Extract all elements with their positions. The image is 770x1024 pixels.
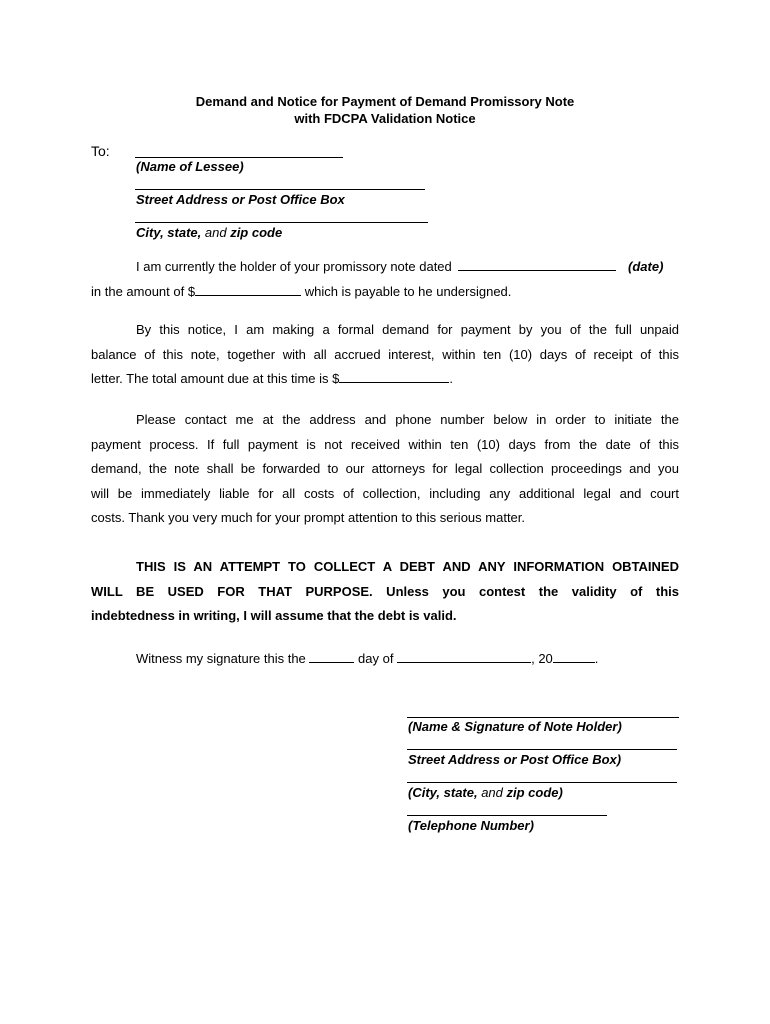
witness-day-blank [309, 650, 354, 663]
holder-signature-line [407, 717, 679, 718]
document-title-line2: with FDCPA Validation Notice [294, 111, 476, 126]
paragraph-3 [91, 408, 679, 531]
paragraph-1-line-2: in the amount of $ which is payable to he undersigned. [91, 284, 512, 299]
fdcpa-notice [91, 555, 679, 629]
note-date-blank [458, 258, 616, 271]
to-label: To: [91, 143, 110, 159]
paragraph-3-line-4: will be immediately liable for all costs of collection, including any additional legal and court [91, 485, 679, 501]
holder-city-line [407, 782, 677, 783]
lessee-city-line [135, 222, 428, 223]
document-title-line1: Demand and Notice for Payment of Demand Promissory Note [195, 94, 575, 109]
holder-phone-line [407, 815, 607, 816]
holder-phone-label: (Telephone Number) [408, 818, 534, 833]
holder-street-label: Street Address or Post Office Box) [408, 752, 622, 767]
witness-month-blank [397, 650, 531, 663]
note-amount-blank [195, 283, 301, 296]
paragraph-3-line-5: costs. Thank you very much for your prompt attention to this serious matter. [91, 510, 526, 526]
lessee-name-line [135, 157, 343, 158]
paragraph-2-line-3: letter. The total amount due at this time is $ . [91, 371, 453, 387]
holder-name-label: (Name & Signature of Note Holder) [408, 719, 622, 734]
paragraph-2-line-2: balance of this note, together with all accrued interest, within ten (10) days of receipt of this [91, 346, 679, 362]
paragraph-3-line-3: demand, the note shall be forwarded to our attorneys for legal collection proceedings and you [91, 461, 679, 477]
lessee-street-label: Street Address or Post Office Box [136, 192, 345, 207]
paragraph-2 [91, 318, 679, 392]
paragraph-1-line-1: I am currently the holder of your promissory note dated (date) [136, 259, 664, 274]
holder-street-line [407, 749, 677, 750]
paragraph-3-line-1: Please contact me at the address and phone number below in order to initiate the [136, 412, 679, 427]
fdcpa-notice-line-1: THIS IS AN ATTEMPT TO COLLECT A DEBT AND ANY INFORMATION OBTAINED [136, 559, 679, 574]
paragraph-3-line-2: payment process. If full payment is not received within ten (10) days from the date of this [91, 436, 679, 452]
fdcpa-notice-line-2: WILL BE USED FOR THAT PURPOSE. Unless you contest the validity of this [91, 583, 679, 599]
lessee-name-label: (Name of Lessee) [136, 159, 244, 174]
holder-city-label: (City, state, and zip code) [408, 785, 563, 800]
total-due-blank [339, 370, 449, 383]
witness-year-blank [553, 650, 595, 663]
lessee-city-label: City, state, and zip code [136, 225, 283, 240]
lessee-street-line [135, 189, 425, 190]
witness-line: Witness my signature this the day of , 20 . [136, 651, 599, 666]
paragraph-2-line-1: By this notice, I am making a formal demand for payment by you of the full unpaid [136, 322, 679, 337]
fdcpa-notice-line-3: indebtedness in writing, I will assume that the debt is valid. [91, 608, 457, 624]
